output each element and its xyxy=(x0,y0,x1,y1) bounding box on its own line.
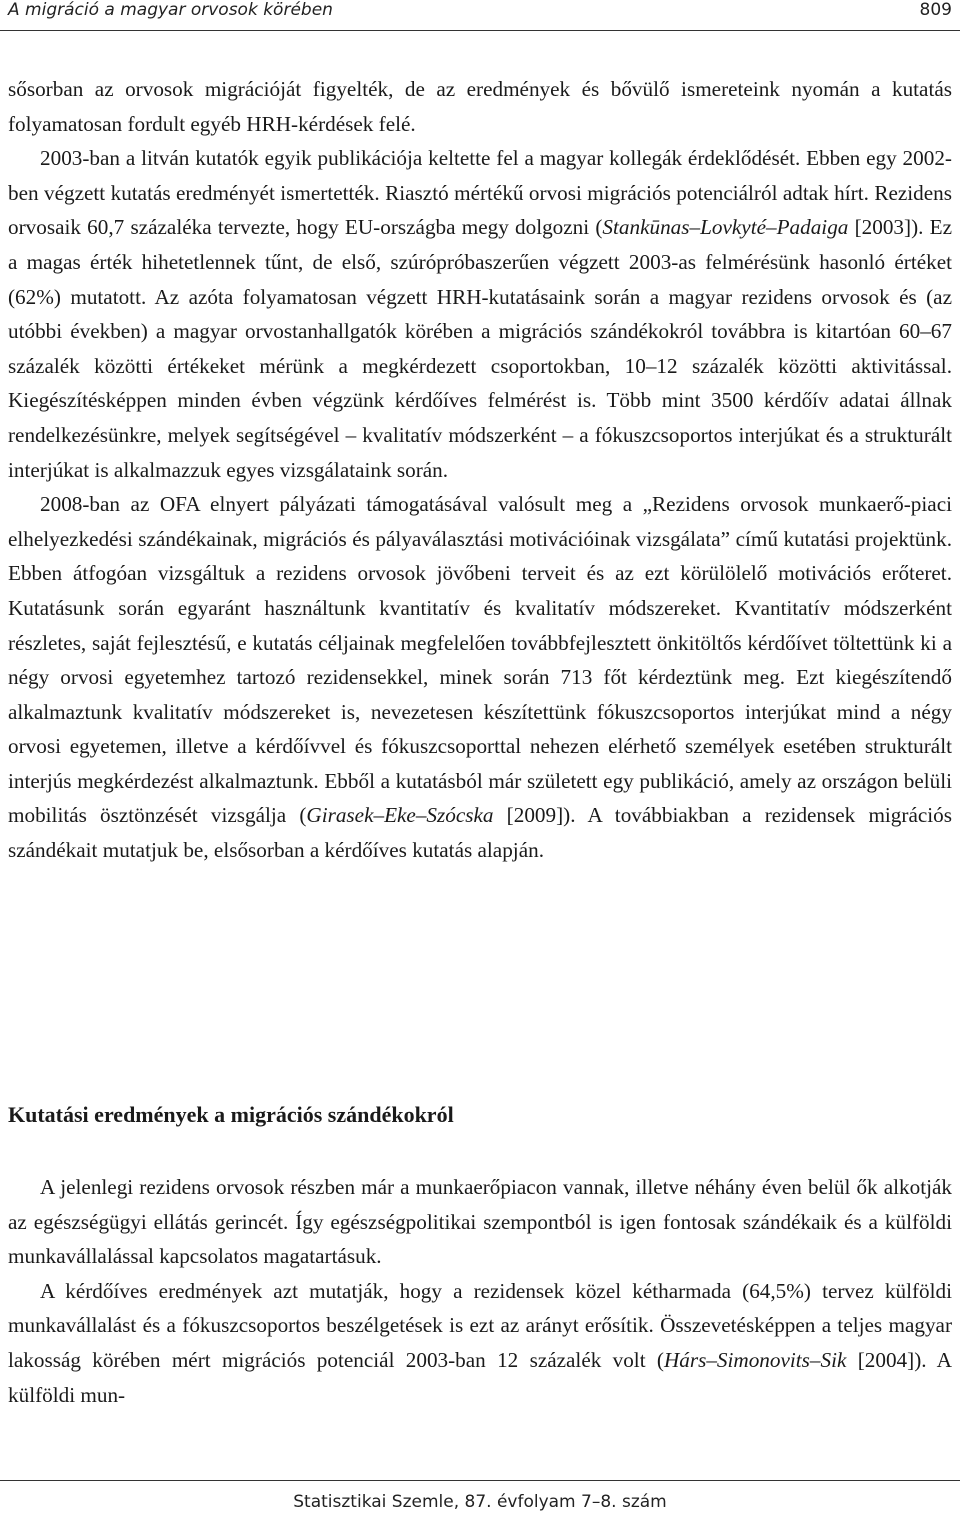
text-run: [2009]). A továbbiakban a rezidensek migrációs szándékait mutatjuk be, elsősorban a kérdőíves kutatás alapján. xyxy=(8,803,952,863)
running-header xyxy=(0,0,960,31)
running-title: A migráció a magyar orvosok körében xyxy=(8,0,333,20)
text-run: 2003-ban a litván kutatók egyik publikációja keltette fel a magyar kollegák érdeklődését. Ebben egy 2002-ben végzett kutatás eredményét ismertették. Riasztó mértékű orvosi migrációs potenciálról adtak hírt. Rezidens orvosaik 60,7 százaléka tervezte, hogy EU-országba megy dolgozni ( xyxy=(8,146,952,240)
text-run: [2003]). Ez a magas érték hihetetlennek tűnt, de első, szúrópróbaszerűen végzett 2003-as felmérésünk hasonló értéket (62%) mutatott. Az azóta folyamatosan végzett HRH-kutatásaink során a magyar rezidens orvosok és (az utóbbi években) a magyar orvostanhallgatók körében a migrációs szándékokról továbbra is kitartóan 60–67 százalék közötti értékeket mérünk a megkérdezett csoportokban, 10–12 százalék közötti aktivitással. Kiegészítésképpen minden évben végzünk kérdőíves felmérést is. Több mint 3500 kérdőív adatai állnak rendelkezésünkre, melyek segítségével – kvalitatív módszerként – a fókuszcsoportos interjúkat és a strukturált interjúkat is alkalmazzuk egyes vizsgálataink során. xyxy=(8,215,952,482)
paragraph-p4 xyxy=(8,1170,952,1274)
citation-authors: Girasek–Eke–Szócska xyxy=(306,803,494,828)
text-run: A jelenlegi rezidens orvosok részben már a munkaerőpiacon vannak, illetve néhány éven belül ők alkotják az egészségügyi ellátás gerincét. Így egészségpolitikai szempontból is igen fontosak szándékaik és a külföldi munkavállalással kapcsolatos magatartásuk. xyxy=(8,1175,952,1269)
page-number: 809 xyxy=(919,0,952,20)
text-run: 2008-ban az OFA elnyert pályázati támogatásával valósult meg a „Rezidens orvosok munkaerő-piaci elhelyezkedési szándékainak, migrációs és pályaválasztási motivációinak vizsgálata” című kutatási projektünk. Ebben átfogóan vizsgáltuk a rezidens orvosok jövőbeni terveit és az ezt körülölelő motivációs erőteret. Kutatásunk során egyaránt használtunk kvantitatív és kvalitatív módszereket. Kvantitatív módszerként részletes, saját fejlesztésű, e kutatás céljainak megfelelően továbbfejlesztett önkitöltős kérdőívet töltettünk ki a négy orvosi egyetemhez tartozó rezidensekkel, minek során 713 főt kérdeztünk meg. Ezt kiegészítendő alkalmaztunk kvalitatív módszereket is, nevezetesen készítettünk fókuszcsoportos interjúkat mind a négy orvosi egyetemen, illetve a kérdőívvel és fókuszcsoporttal nehezen elérhető személyek esetében strukturált interjús megkérdezést alkalmaztunk. Ebből a kutatásból már született egy publikáció, amely az országon belüli mobilitás ösztönzését vizsgálja ( xyxy=(8,492,952,828)
text-run: [2004]). A külföldi mun- xyxy=(8,1347,952,1407)
journal-footer: Statisztikai Szemle, 87. évfolyam 7–8. szám xyxy=(293,1492,667,1512)
footer-rule xyxy=(0,1480,960,1481)
citation-authors: Stankūnas–Lovkyté–Padaiga xyxy=(602,215,849,240)
text-run: A kérdőíves eredmények azt mutatják, hogy a rezidensek közel kétharmada (64,5%) tervez külföldi munkavállalást és a fókuszcsoportos beszélgetések is ezt az arányt erősítik. Összevetésképpen a teljes magyar lakosság körében mért migrációs potenciál 2003-ban 12 százalék volt ( xyxy=(8,1278,952,1372)
section-heading: Kutatási eredmények a migrációs szándékokról xyxy=(8,1102,454,1127)
paragraph-p3 xyxy=(8,487,952,868)
body-text-continued xyxy=(8,1170,952,1412)
body-text xyxy=(8,72,952,868)
paragraph-p2 xyxy=(8,141,952,487)
citation-authors: Hárs–Simonovits–Sik xyxy=(663,1347,847,1372)
paragraph-p5 xyxy=(8,1274,952,1412)
text-run: sősorban az orvosok migrációját figyelték, de az eredmények és bővülő ismereteink nyomán a kutatás folyamatosan fordult egyéb HRH-kérdések felé. xyxy=(8,77,952,136)
paragraph-p1 xyxy=(8,72,952,141)
